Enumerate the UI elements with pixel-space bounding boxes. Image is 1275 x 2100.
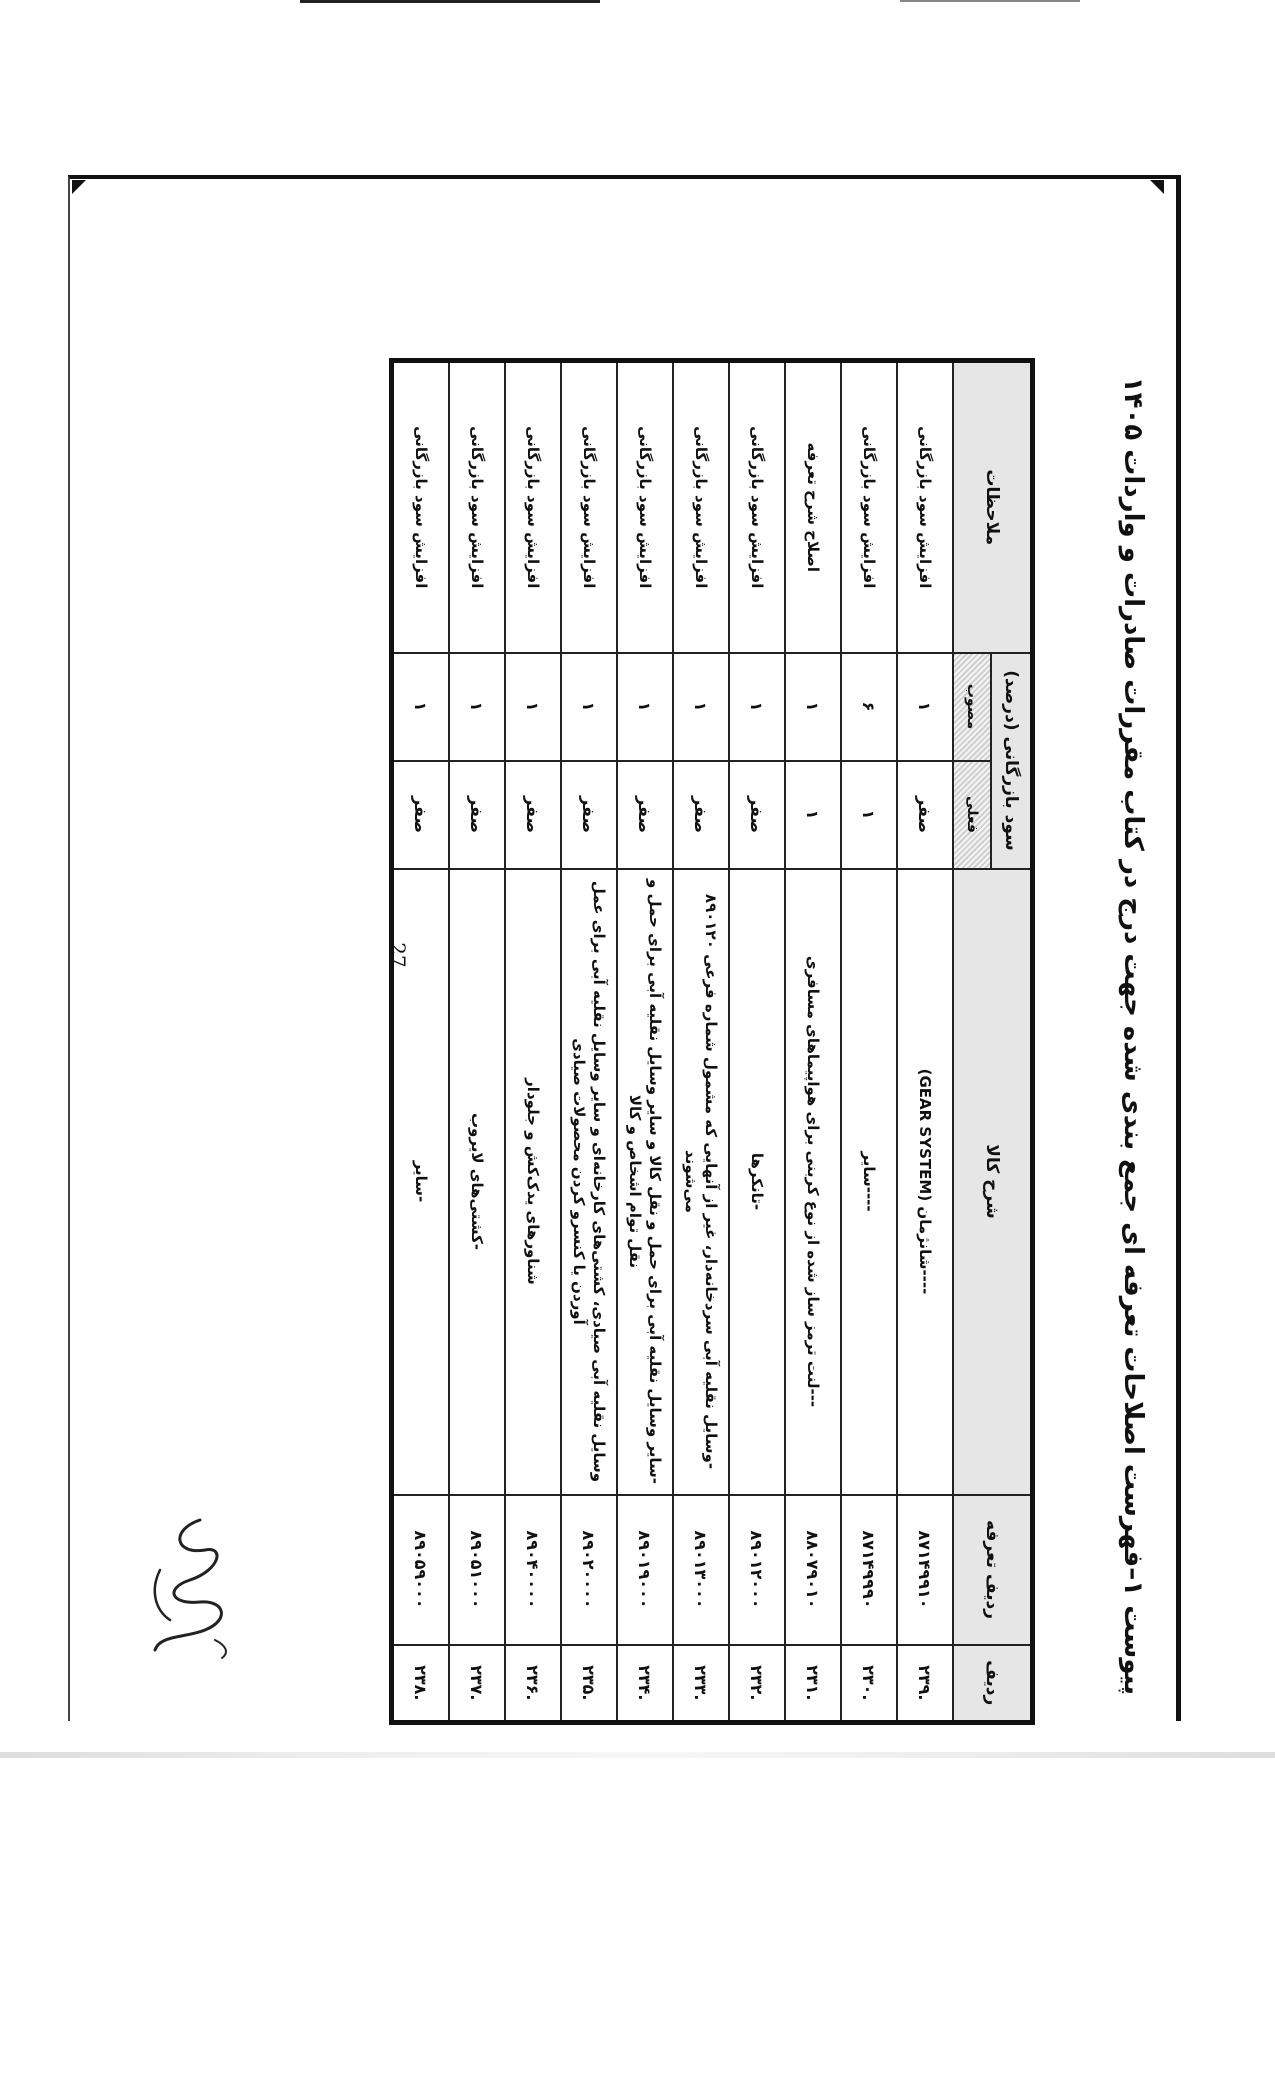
- note: افزایش سود بازرگانی: [673, 361, 729, 653]
- note: افزایش سود بازرگانی: [841, 361, 897, 653]
- benefit-actual: صفر: [897, 761, 953, 869]
- document-title: پیوست ۱–فهرست اصلاحات تعرفه ای جمع بندی شده جهت درج در کتاب مقررات صادرات و واردات ۱۴۰۵: [1118, 376, 1148, 1695]
- header-notes: ملاحظات: [953, 361, 1033, 653]
- goods-description: -تانکرها: [729, 869, 785, 1495]
- row-number: ۲۳۷.: [449, 1645, 505, 1723]
- scan-bottom-edge: [0, 1752, 1275, 1758]
- table-row: [897, 361, 953, 1723]
- goods-description: ---لنت ترمز ساز شده از نوع کربنی برای هواپیماهای مسافری: [785, 869, 841, 1495]
- tariff-code: ۸۷۱۴۹۹۱۰: [897, 1495, 953, 1645]
- header-actual: فعلی: [953, 761, 991, 869]
- rotated-page: [210, 175, 1170, 1735]
- goods-description: ----سایر: [841, 869, 897, 1495]
- benefit-approved: ۱: [673, 653, 729, 761]
- row-number: ۲۳۵.: [561, 1645, 617, 1723]
- benefit-actual: ۱: [785, 761, 841, 869]
- benefit-actual: صفر: [617, 761, 673, 869]
- benefit-actual: ۱: [841, 761, 897, 869]
- benefit-actual: صفر: [673, 761, 729, 869]
- table-row: [561, 361, 617, 1723]
- row-number: ۲۳۸.: [392, 1645, 450, 1723]
- benefit-approved: ۱: [729, 653, 785, 761]
- header-tariff-code: ردیف تعرفه: [953, 1495, 1033, 1645]
- table-row: [449, 361, 505, 1723]
- benefit-approved: ۱: [617, 653, 673, 761]
- goods-description: شناورهای یدک‌کش و جلودار: [505, 869, 561, 1495]
- handwritten-signature: [130, 1510, 250, 1660]
- table-row: [729, 361, 785, 1723]
- note: افزایش سود بازرگانی: [561, 361, 617, 653]
- table-row: [617, 361, 673, 1723]
- benefit-approved: ۶: [841, 653, 897, 761]
- benefit-approved: ۱: [561, 653, 617, 761]
- note: اصلاح شرح تعرفه: [785, 361, 841, 653]
- goods-description: -سایر وسایل نقلیه آبی برای حمل و نقل کالا و سایر وسایل نقلیه آبی برای حمل و نقل توام اشخاص و کالا: [617, 869, 673, 1495]
- benefit-approved: ۱: [449, 653, 505, 761]
- table-row: [841, 361, 897, 1723]
- benefit-approved: ۱: [897, 653, 953, 761]
- row-number: ۲۳۱.: [785, 1645, 841, 1723]
- tariff-code: ۸۹۰۲۰۰۰۰: [561, 1495, 617, 1645]
- goods-description: -وسایل نقلیه آبی سردخانه‌دار، غیر از آنهایی که مشمول شماره فرعی ۸۹۰۱۲۰ می‌شوند: [673, 869, 729, 1495]
- goods-description: -کشتی‌های لایروب: [449, 869, 505, 1495]
- table-row: [673, 361, 729, 1723]
- tariff-code: ۸۹۰۱۳۰۰۰: [673, 1495, 729, 1645]
- tariff-code: ۸۹۰۱۲۰۰۰: [729, 1495, 785, 1645]
- row-number: ۲۳۶.: [505, 1645, 561, 1723]
- note: افزایش سود بازرگانی: [449, 361, 505, 653]
- row-number: ۲۳۰.: [841, 1645, 897, 1723]
- tariff-code: ۸۹۰۵۹۰۰۰: [392, 1495, 450, 1645]
- row-number: ۲۳۲.: [729, 1645, 785, 1723]
- goods-description: -سایر: [392, 869, 450, 1495]
- row-number: ۲۳۳.: [673, 1645, 729, 1723]
- header-approved: مصوب: [953, 653, 991, 761]
- benefit-approved: ۱: [505, 653, 561, 761]
- scan-edge-line: [300, 0, 600, 3]
- note: افزایش سود بازرگانی: [505, 361, 561, 653]
- header-description: شرح کالا: [953, 869, 1033, 1495]
- scan-edge-line: [900, 0, 1080, 2]
- benefit-actual: صفر: [392, 761, 450, 869]
- goods-description: ----شانژمان (GEAR SYSTEM): [897, 869, 953, 1495]
- benefit-actual: صفر: [449, 761, 505, 869]
- tariff-code: ۸۹۰۵۱۰۰۰: [449, 1495, 505, 1645]
- header-row-no: ردیف: [953, 1645, 1033, 1723]
- tariff-table: [389, 358, 1035, 1725]
- row-number: ۲۳۹.: [897, 1645, 953, 1723]
- page-number: 27: [386, 942, 410, 968]
- benefit-approved: ۱: [392, 653, 450, 761]
- tariff-code: ۸۹۰۱۹۰۰۰: [617, 1495, 673, 1645]
- benefit-actual: صفر: [729, 761, 785, 869]
- note: افزایش سود بازرگانی: [392, 361, 450, 653]
- note: افزایش سود بازرگانی: [729, 361, 785, 653]
- tariff-code: ۸۸۰۷۹۰۱۰: [785, 1495, 841, 1645]
- row-number: ۲۳۴.: [617, 1645, 673, 1723]
- frame-corner-mark: [72, 180, 86, 194]
- goods-description: وسایل نقلیه آبی صیادی، کشتی‌های کارخانه‌ای و سایر وسایل نقلیه آبی برای عمل آوردن یا کنسرو کردن محصولات صیادی: [561, 869, 617, 1495]
- benefit-approved: ۱: [785, 653, 841, 761]
- header-commercial-benefit: سود بازرگانی (درصد): [991, 653, 1033, 869]
- note: افزایش سود بازرگانی: [617, 361, 673, 653]
- table-row: [785, 361, 841, 1723]
- benefit-actual: صفر: [505, 761, 561, 869]
- table-row: [505, 361, 561, 1723]
- note: افزایش سود بازرگانی: [897, 361, 953, 653]
- benefit-actual: صفر: [561, 761, 617, 869]
- tariff-code: ۸۷۱۴۹۹۹۰: [841, 1495, 897, 1645]
- tariff-code: ۸۹۰۴۰۰۰۰: [505, 1495, 561, 1645]
